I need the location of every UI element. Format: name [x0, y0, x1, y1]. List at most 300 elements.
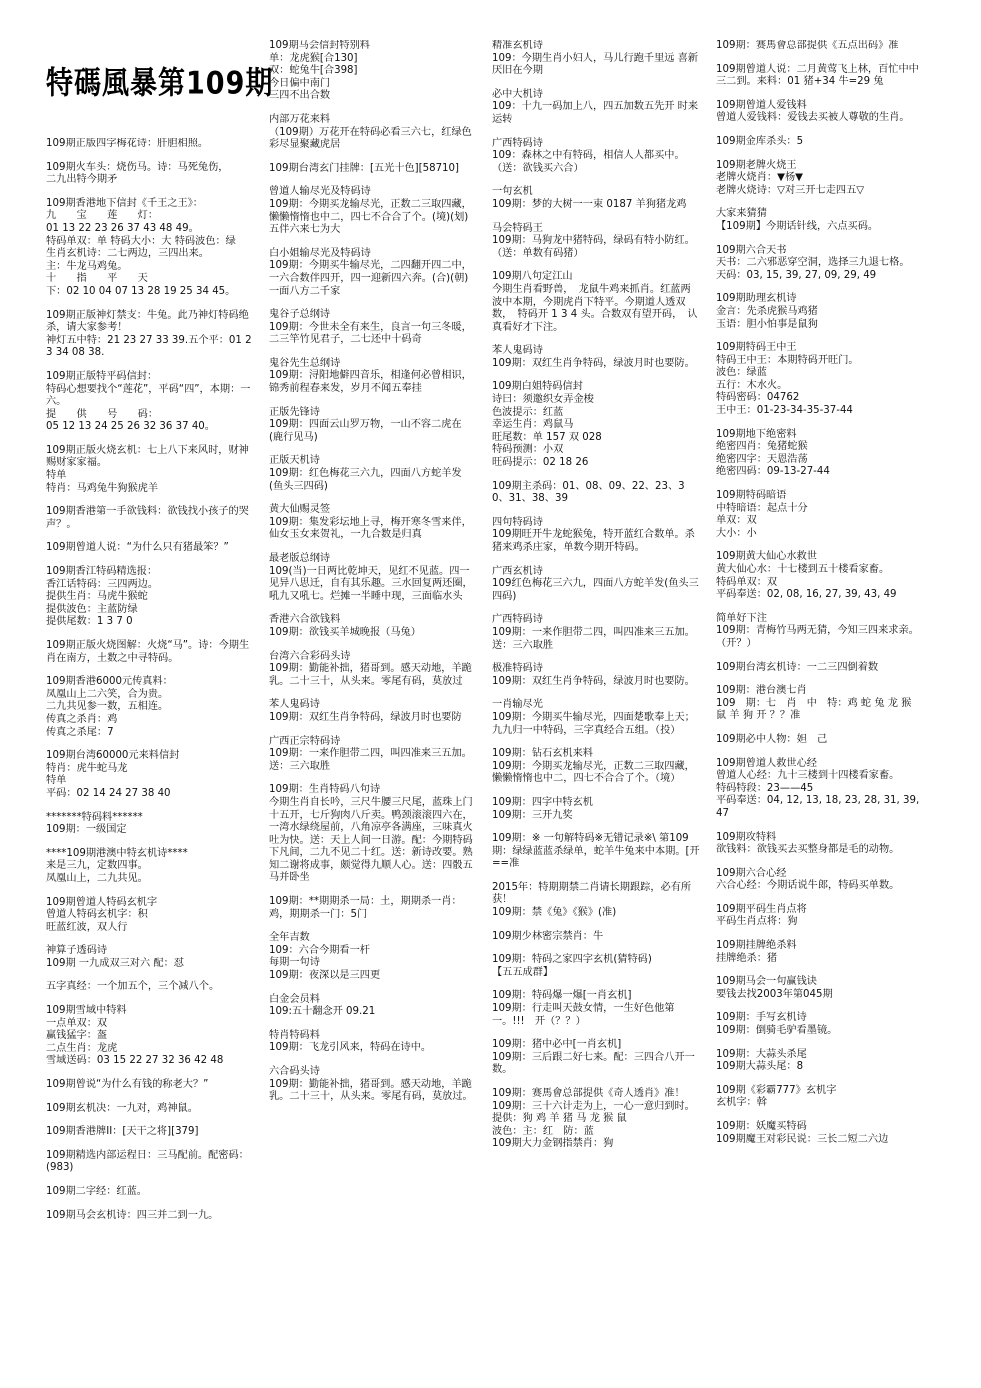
text-line: 要钱去找2003年第045期 — [716, 988, 833, 1000]
text-line: 单：龙虎猴[合130] — [269, 52, 358, 64]
text-block — [269, 309, 475, 347]
text-line: 05 12 13 24 25 26 32 36 37 40。 — [46, 421, 215, 433]
text-line: 109期正版四字梅花诗：肝胆相照。 — [46, 138, 209, 149]
text-line: 109期：梦的大树一一束 0187 羊狗猪龙鸡 — [492, 198, 687, 210]
text-line: 提供波色：主蓝防绿 — [46, 603, 138, 615]
text-line: 下：02 10 04 07 13 28 19 25 34 45。 — [46, 285, 236, 297]
text-block — [46, 310, 252, 360]
text-block — [46, 566, 252, 629]
text-line: 109期：手写玄机诗 — [716, 1012, 807, 1024]
text-line: 双：蛇兔牛[合398] — [269, 65, 358, 77]
text-line: 109期白姐特码信封 — [492, 381, 583, 393]
text-line: 白小姐输尽光及特码诗 — [269, 247, 371, 259]
text-block — [46, 198, 252, 299]
text-line: 01 13 22 23 26 37 43 48 49。 — [46, 222, 199, 234]
text-line: 特码密码：04762 — [716, 392, 800, 404]
text-line: （109期）万花开在特码必看三六七，红绿色彩尽显聚藏虎居 — [269, 126, 472, 151]
text-line: 鬼谷先生总纲诗 — [269, 357, 341, 369]
column-1 — [46, 138, 252, 1374]
text-line: 绝密四字：天恩浩荡 — [716, 453, 808, 465]
text-block — [46, 542, 252, 555]
text-line: 幸运生肖：鸡鼠马 — [492, 419, 574, 431]
text-line: 109期：四字中特玄机 — [492, 796, 593, 808]
text-line: 五字真经：一个加五个，三个减八个。 — [46, 981, 220, 993]
text-block — [269, 1030, 475, 1055]
text-line: 109 期：七 肖 中 特：鸡 蛇 兔 龙 猴 鼠 羊 狗 开 ？？准 — [716, 697, 915, 722]
text-line: 109期：四面云山罗万物，一山不容二虎在(鹿行见马) — [269, 419, 462, 443]
text-block — [716, 245, 924, 283]
text-block — [492, 89, 700, 127]
text-block — [269, 699, 475, 724]
text-line: 精准玄机诗 — [492, 40, 543, 51]
text-line: 正版天机诗 — [269, 455, 320, 467]
text-block — [492, 138, 700, 176]
text-line: 一肖输尽光 — [492, 699, 543, 711]
text-line: 金言：先杀虎猴马鸡猪 — [716, 305, 818, 317]
text-line: 109期：勤能补拙，猪哥到。感天动地，羊跪乳。二十三十，从头来。零尾有码，莫放过 — [269, 663, 472, 687]
text-line: 109期：猪中必中[一肖玄机] — [492, 1039, 622, 1051]
text-line: 109：今期生肖小妇人，马儿行跑千里远 喜新厌旧在今期 — [492, 52, 699, 77]
text-line: 特码预测：小双 — [492, 444, 564, 456]
text-line: 109期：勤能补拙，猪哥到。感天动地，羊跪乳。二十三十，从头来。零尾有码，莫放过。 — [269, 1078, 473, 1103]
text-line: 马会特码王 — [492, 222, 543, 234]
text-line: 109期：赛馬會总部提供《五点出码》准 — [716, 40, 899, 51]
text-line: 109期旺开牛龙蛇猴兔，特开蓝红合数单。杀猪来鸡杀庄家，单数今期开特码。 — [492, 529, 695, 553]
text-line: 主：牛龙马鸡兔。 — [46, 260, 128, 272]
text-line: 109期：倒骑毛驴看墨镜。 — [716, 1025, 838, 1037]
text-block — [716, 490, 924, 540]
text-line: 传真之杀尾：7 — [46, 726, 114, 738]
text-block — [716, 136, 924, 149]
text-line: 109期：今期买龙输尽光，正数二三取四藏，懒懒惰惰也中二，四七不合合了个。（境） — [492, 760, 695, 785]
text-line: 绝密四肖：兔猪蛇猴 — [716, 441, 808, 453]
text-line: 109期正版神灯禁支：牛兔。此乃神灯特码绝杀，请大家参考！ — [46, 309, 249, 334]
text-block — [492, 614, 700, 652]
text-line: 香港六合欲钱料 — [269, 614, 341, 626]
text-block — [716, 868, 924, 893]
text-line: 平码生肖点将：狗 — [716, 916, 798, 928]
text-line: 【五五成群】 — [492, 966, 554, 978]
text-line: 109期特码暗语 — [716, 490, 787, 502]
text-line: 109期：三十六计走为上，一心一意归到时。 — [492, 1100, 695, 1112]
text-line: 玄机字：斡 — [716, 1097, 767, 1109]
text-line: 109期主杀码：01、08、09、22、23、30、31、38、39 — [492, 480, 685, 505]
text-line: 特肖：马鸡兔牛狗猴虎羊 — [46, 482, 159, 494]
text-block — [269, 455, 475, 493]
text-block — [46, 1150, 252, 1175]
text-line: 109期马会玄机诗：四三并二到一九。 — [46, 1209, 219, 1221]
text-line: 特码单双：单 特码大小：大 特码波色：绿 — [46, 235, 236, 247]
text-line: 雪域送码：03 15 22 27 32 36 42 48 — [46, 1055, 224, 1067]
text-block — [46, 945, 252, 970]
text-block — [492, 748, 700, 786]
text-line: 必中大机诗 — [492, 88, 543, 100]
text-block — [716, 551, 924, 601]
text-block — [492, 223, 700, 261]
text-block — [492, 699, 700, 737]
text-block — [716, 100, 924, 125]
text-block — [492, 40, 700, 78]
text-block — [269, 504, 475, 542]
text-line: 特码特段：23——45 — [716, 782, 814, 794]
text-line: 来是三九，定数四事。 — [46, 860, 148, 872]
text-line: 109期：双红生肖争特码，绿波月时也要防。 — [492, 357, 695, 369]
text-line: 109期正版特平码信封： — [46, 370, 158, 382]
text-line: 109期曾道人说：二月黄莺飞上林，百忙中中三二到。来料：01 猪+34 牛=29 兔 — [716, 63, 919, 88]
text-block — [492, 517, 700, 555]
text-block — [46, 640, 252, 665]
text-line: 109:五十翻念开 09.21 — [269, 1006, 376, 1018]
text-line: 109期香港牌II：[天干之将][379] — [46, 1126, 199, 1138]
text-block — [716, 1085, 924, 1110]
text-block — [716, 734, 924, 747]
text-line: 绝密四码：09-13-27-44 — [716, 466, 830, 478]
text-line: 生肖玄机诗：二七两边，三四出来。 — [46, 248, 209, 260]
text-line: 109期台湾60000元来料信封 — [46, 750, 180, 762]
text-block — [716, 293, 924, 331]
text-block — [716, 208, 924, 233]
text-line: 凤凰山上二六笑，合为贵。 — [46, 688, 169, 700]
text-line: 大小：小 — [716, 527, 757, 539]
text-block — [46, 981, 252, 994]
text-block — [492, 663, 700, 688]
text-line: *******特码料****** — [46, 811, 143, 823]
text-line: 旺蓝红波，双人行 — [46, 921, 128, 933]
text-block — [492, 882, 700, 920]
text-line: 波色：主：红 防：蓝 — [492, 1125, 594, 1137]
text-line: 109期：今期买牛输尽光，四面楚歌奉上天；九九归一中特码，三字真经合五组。（投） — [492, 711, 695, 736]
text-line: 三四不出合数 — [269, 90, 331, 102]
text-line: 苯人鬼码诗 — [269, 699, 320, 711]
text-block — [716, 40, 924, 53]
text-line: 109期少林密宗禁肖：牛 — [492, 930, 604, 942]
text-line: 109期黄大仙心水救世 — [716, 551, 817, 563]
text-line: 特码单双：双 — [716, 576, 778, 588]
text-block — [716, 1049, 924, 1074]
text-line: 109期：特码爆一爆[一肖玄机] — [492, 990, 632, 1002]
text-line: 109期：红色梅花三六九，四面八方蛇羊发(鱼头三四码) — [269, 468, 462, 492]
text-line: 109期：双红生肖争特码，绿波月时也要防 — [269, 711, 462, 723]
text-line: 内部万花来料 — [269, 113, 331, 125]
text-line: 109期：一来作胆带二四，叫四准来三五加。送：三六取胜 — [492, 626, 695, 651]
text-line: 老牌火烧肖：▼杨▼ — [716, 172, 803, 184]
text-line: 今期生肖看野兽， 龙鼠牛鸡来抓肖。红蓝两波中本期，今期虎肖下特平。今期道人透双数， 特码开 1 3 4 头。合数双有望开码， 认真看好才下注。 — [492, 283, 698, 333]
text-line: 提供生肖：马虎牛猴蛇 — [46, 591, 148, 603]
text-line: 黄大仙赐灵签 — [269, 504, 331, 516]
text-block — [46, 1186, 252, 1199]
text-line: 老牌火烧诗：▽对三开七走四五▽ — [716, 184, 865, 196]
text-block — [269, 784, 475, 885]
text-block — [46, 445, 252, 495]
text-line: 109期正版火烧玄机：七上八下来风时，财神赐财家家福。 — [46, 444, 249, 469]
text-line: 109期精选内部运程日：三马配前。配密码：(983) — [46, 1149, 249, 1174]
text-line: 二九出特今期矛 — [46, 174, 118, 186]
text-line: 二点生肖：龙虎 — [46, 1042, 118, 1054]
text-line: 天码：03, 15, 39, 27, 09, 29, 49 — [716, 269, 877, 281]
column-2 — [269, 40, 475, 1374]
text-block — [46, 162, 252, 187]
text-block — [269, 358, 475, 396]
text-line: 109期玄机决：一九对，鸡神鼠。 — [46, 1102, 198, 1114]
text-line: 109期平码生肖点将 — [716, 903, 807, 915]
text-block — [269, 248, 475, 298]
text-line: 四句特码诗 — [492, 516, 543, 528]
text-block — [492, 954, 700, 979]
text-line: 109期大力金钢指禁肖：狗 — [492, 1138, 614, 1150]
text-block — [492, 381, 700, 469]
text-line: 109期：生肖特码八句诗 — [269, 784, 381, 796]
text-block — [269, 163, 475, 176]
text-block — [716, 613, 924, 651]
text-line: 109期：三后跟二好七来。配：三四合八开一数。 — [492, 1051, 695, 1076]
text-line: 色波提示：红蓝 — [492, 406, 564, 418]
text-line: 109期：一级国定 — [46, 824, 127, 836]
text-block — [716, 904, 924, 929]
text-line: 109：六合今期看一杆 — [269, 944, 370, 956]
text-line: 中特暗语：起点十分 — [716, 502, 808, 514]
text-line: 109期香港6000元传真料： — [46, 676, 173, 688]
text-line: 109期：欲钱买羊城晚报（马兔） — [269, 626, 421, 638]
text-line: 全年吉数 — [269, 932, 310, 944]
text-block — [269, 407, 475, 445]
text-line: 特单 — [46, 470, 67, 482]
text-line: 特肖特码料 — [269, 1029, 320, 1041]
text-line: 109期台湾玄门挂牌：[五光十色][58710] — [269, 162, 459, 174]
text-line: 挂牌绝杀：猪 — [716, 952, 778, 964]
text-line: 九 宝 莲 灯： — [46, 210, 159, 222]
text-block — [492, 931, 700, 944]
text-block — [492, 345, 700, 370]
text-line: 曾道人特码玄机字：积 — [46, 909, 148, 921]
text-line: 109期 一九成双三对六 配：怼 — [46, 957, 184, 969]
text-line: 109期魔王对彩民说：三长二短二六边 — [716, 1133, 889, 1145]
text-line: 109期：浔阳地僻四音乐，相逢何必曾相识，锦秀前程春来发，岁月不闻五奉挂 — [269, 370, 472, 395]
text-line: 109期助理玄机诗 — [716, 293, 797, 305]
text-block — [46, 1005, 252, 1068]
text-line: 玉语：胆小怕事是鼠狗 — [716, 318, 818, 330]
text-block — [716, 64, 924, 89]
text-line: 109期：今期买龙输尽光，正数二三取四藏，懒懒惰惰也中二，四七不合合了个。(境)(划)五伴六来七为大 — [269, 198, 472, 236]
text-block — [46, 506, 252, 531]
text-block — [269, 932, 475, 982]
text-block — [269, 994, 475, 1019]
text-line: 二九共见参一数，五相连。 — [46, 701, 169, 713]
text-line: 109期：三开九奖 — [492, 809, 573, 821]
text-line: 109期：妖魔买特码 — [716, 1121, 807, 1132]
text-line: 苯人鬼码诗 — [492, 345, 543, 357]
text-line: 每期一句诗 — [269, 957, 320, 969]
text-line: 十 指 平 天 — [46, 273, 148, 285]
text-line: 特单 — [46, 775, 67, 787]
text-block — [46, 371, 252, 434]
text-block — [492, 481, 700, 506]
text-line: 109期：夜深以是三四更 — [269, 970, 381, 982]
text-line: 109期：赛馬會总部提供《奇人透肖》准！ — [492, 1088, 685, 1099]
text-line: 109期曾道人说：“为什么只有猪最笨？” — [46, 542, 229, 554]
text-block — [46, 1210, 252, 1223]
text-block — [716, 1121, 924, 1146]
text-block — [492, 1088, 700, 1151]
text-line: 109期正版火烧图解：火烧“马”。诗：今期生肖在南方，土数之中寻特码。 — [46, 640, 250, 664]
text-line: 曾道人爱钱料：爱钱去买被人尊敬的生肖。 — [716, 112, 910, 124]
text-line: 凤凰山上，二九共见。 — [46, 872, 148, 884]
text-line: 109期雪域中特料 — [46, 1005, 127, 1017]
text-block — [716, 832, 924, 857]
text-line: 曾道人心经：九十三楼到十四楼看家畜。 — [716, 770, 900, 782]
text-block — [46, 1079, 252, 1092]
text-line: ****109期港澳中特玄机诗**** — [46, 847, 188, 859]
text-line: 109期：大蒜头杀尾 — [716, 1048, 807, 1060]
text-block — [716, 160, 924, 198]
text-line: 【109期】今期话针线，六点买码。 — [716, 220, 879, 232]
text-line: 鬼谷子总纲诗 — [269, 309, 331, 321]
text-line: 109期：马狗龙中猪特码，绿码有特小防红。（送：单数有码猪） — [492, 235, 695, 259]
text-line: 2015年：特期期禁二肖请长期跟踪，必有所获！ — [492, 881, 692, 906]
text-line: 109期曾道人救世心经 — [716, 757, 817, 769]
text-block — [492, 271, 700, 334]
text-block — [269, 614, 475, 639]
text-line: 109期金库杀头：5 — [716, 135, 804, 147]
text-line: 天书：二六邪恶穿空洞，选择三九退七格。 — [716, 257, 910, 269]
text-line: 平码奉送：04, 12, 13, 18, 23, 28, 31, 39, 47 — [716, 795, 923, 819]
text-line: 109期特码王中王 — [716, 342, 797, 354]
text-line: 最老版总纲诗 — [269, 553, 331, 564]
text-line: 109(当)一日两比乾坤天，见红不见蓝。四一见异八思迁，自有其乐趣。三水回复两还圈，吼九又吼七。烂摊一半睡中现，三面临水头 — [269, 565, 473, 602]
text-block — [716, 429, 924, 479]
text-line: 欲钱料：欲钱买去买整身都是毛的动物。 — [716, 844, 900, 856]
text-line: 黄大仙心水：十七楼到五十楼看家畜。 — [716, 564, 890, 575]
text-line: 正版先锋诗 — [269, 406, 320, 418]
text-block — [269, 186, 475, 236]
text-line: 五行：木水火。 — [716, 379, 788, 391]
text-line: 提 供 号 码： — [46, 408, 159, 420]
text-line: 旺尾数：单 157 双 028 — [492, 431, 602, 443]
text-line: 109期马会信封特别料 — [269, 40, 370, 51]
text-line: 神算子透码诗 — [46, 945, 108, 957]
text-line: 广西正宗特码诗 — [269, 735, 341, 747]
text-line: 香江话特码：三四两边。 — [46, 578, 159, 590]
page-title: 特碼風暴第109期 — [46, 66, 274, 102]
text-line: 台湾六合彩码头诗 — [269, 650, 351, 662]
text-line: 109期马会一句赢钱诀 — [716, 976, 817, 988]
text-line: 109期曾道人特码玄机字 — [46, 896, 158, 908]
text-line: 提供：狗 鸡 羊 猪 马 龙 猴 鼠 — [492, 1113, 627, 1125]
text-block — [269, 736, 475, 774]
text-line: 平码：02 14 24 27 38 40 — [46, 787, 171, 799]
text-line: 109期：青梅竹马两无猜，今知三四来求亲。（开？） — [716, 625, 919, 649]
text-line: 波色：绿蓝 — [716, 367, 767, 379]
text-line: 109期曾道人爱钱料 — [716, 99, 807, 111]
text-line: 六合码头诗 — [269, 1066, 320, 1077]
text-line: 曾道人输尽光及特码诗 — [269, 186, 371, 198]
text-line: 六合心经：今期话说牛郎，特码买单数。 — [716, 880, 900, 892]
text-block — [716, 662, 924, 675]
text-line: 109期台湾玄机诗：一二三四倒着数 — [716, 661, 879, 673]
text-line: 109期：今世未全有来生，良言一句三冬暖，二三竿竹见君子，二七还中十码奇 — [269, 321, 472, 346]
text-line: 109期：双红生肖争特码，绿波月时也要防。 — [492, 675, 695, 687]
text-block — [492, 833, 700, 871]
text-line: 特码心想要找个“莲花”，平码“四”，本期：一六。 — [46, 383, 251, 408]
text-block — [716, 976, 924, 1001]
text-block — [492, 990, 700, 1028]
text-line: 极准特码诗 — [492, 663, 543, 675]
text-block — [269, 553, 475, 603]
text-line: 109期八句定江山 — [492, 271, 573, 283]
text-line: 旺码提示：02 18 26 — [492, 457, 589, 469]
text-block — [492, 797, 700, 822]
text-line: 简单好下注 — [716, 612, 767, 624]
text-line: 109期：**期期杀一局：土，期期杀一肖：鸡，期期杀一门：5门 — [269, 896, 462, 920]
text-line: 大家来猜猜 — [716, 208, 767, 220]
text-line: 白金会员料 — [269, 993, 320, 1005]
text-block — [269, 896, 475, 921]
text-line: 今期生肖自长吟，三尺牛腰三尺尾，蓝珠上门十五开，七斤狗肉八斤卖。鸭颈滚滚四六在，一湾水绿绕屋前，八角凉亭各满座，三味真火吐为快。送：天上人间一日游。配：今期特码下凡间，二九不见二十红。送：新诗改要。熟知二谢将成事，颇觉得九顺人心。送：四骰五马并卧坐 — [269, 796, 473, 884]
text-line: 109期火车头：烧伤马。诗：马死兔伤， — [46, 161, 229, 173]
text-block — [46, 812, 252, 837]
text-line: 特码王中王：本期特码开旺门。 — [716, 354, 859, 366]
text-line: 单双：双 — [716, 515, 757, 527]
text-line: 神灯五中特：21 23 27 33 39.五个平：01 23 34 08 38. — [46, 334, 252, 359]
text-line: 109期：今期买牛输尽光，二四翻开四二中，一六合数伴四开，四一迎新四六奔。(合)(朝)一面八方二千家 — [269, 260, 472, 297]
text-block — [46, 138, 252, 151]
text-block — [492, 1039, 700, 1077]
text-line: 109期攻特料 — [716, 831, 777, 843]
text-line: 109期挂牌绝杀料 — [716, 940, 797, 952]
text-block — [269, 1066, 475, 1104]
text-line: 平码奉送：02, 08, 16, 27, 39, 43, 49 — [716, 589, 897, 601]
text-line: 109期：飞龙引风来，特码在诗中。 — [269, 1042, 432, 1054]
text-line: 109期曾说“为什么有钱的称老大？” — [46, 1079, 209, 1091]
text-line: 109期：钻石玄机来料 — [492, 748, 593, 760]
text-block — [269, 651, 475, 689]
text-line: 109期二字经：红蓝。 — [46, 1186, 147, 1197]
text-line: 109期：※ 一句解特码※无错记录※\ 第109期：绿绿蓝蓝杀绿单，蛇羊牛兔来中本期。[开==准 — [492, 833, 700, 870]
text-line: 109期：港台澳七肖 — [716, 685, 807, 697]
text-block — [46, 1103, 252, 1116]
text-line: 109期《彩霸777》玄机字 — [716, 1084, 837, 1096]
text-line: 赢钱猛字：盔 — [46, 1030, 108, 1042]
text-block — [492, 186, 700, 211]
text-block — [46, 676, 252, 739]
text-line: 特肖：虎牛蛇马龙 — [46, 762, 128, 774]
text-line: 109期：禁《兔》《猴》(准) — [492, 907, 617, 919]
text-line: 109期六合天书 — [716, 244, 787, 256]
text-line: 传真之杀肖：鸡 — [46, 713, 118, 725]
text-block — [716, 685, 924, 723]
text-block — [46, 1126, 252, 1139]
text-line: 109期地下绝密料 — [716, 428, 797, 440]
text-line: 一句玄机 — [492, 186, 533, 198]
column-4 — [716, 40, 924, 1374]
text-block — [46, 897, 252, 935]
text-line: 广西玄机诗 — [492, 565, 543, 577]
text-line: 109期：集发彩坛地上寻，梅开寒冬雪来伴，仙女玉女来贺礼，一九合数是归真 — [269, 516, 472, 541]
text-block — [716, 940, 924, 965]
text-block — [716, 342, 924, 418]
text-line: 109：十九一码加上八，四五加数五先开 时来运转 — [492, 101, 699, 125]
text-line: 109红色梅花三六九，四面八方蛇羊发(鱼头三四码) — [492, 578, 699, 602]
text-block — [492, 566, 700, 604]
text-line: 109期香江特码精选报： — [46, 566, 158, 578]
column-3 — [492, 40, 700, 1374]
text-line: 109期香港地下信封《千王之王》： — [46, 197, 203, 209]
text-line: 109期老牌火烧王 — [716, 159, 797, 171]
text-line: 109期香港第一手欲钱料：欲钱找小孩子的哭声？。 — [46, 506, 249, 530]
text-block — [269, 40, 475, 103]
text-line: 109期六合心经 — [716, 867, 787, 879]
text-line: 109：森林之中有特码，相信人人都买中。（送：欲钱买六合） — [492, 150, 685, 174]
text-line: 广西特码诗 — [492, 137, 543, 149]
